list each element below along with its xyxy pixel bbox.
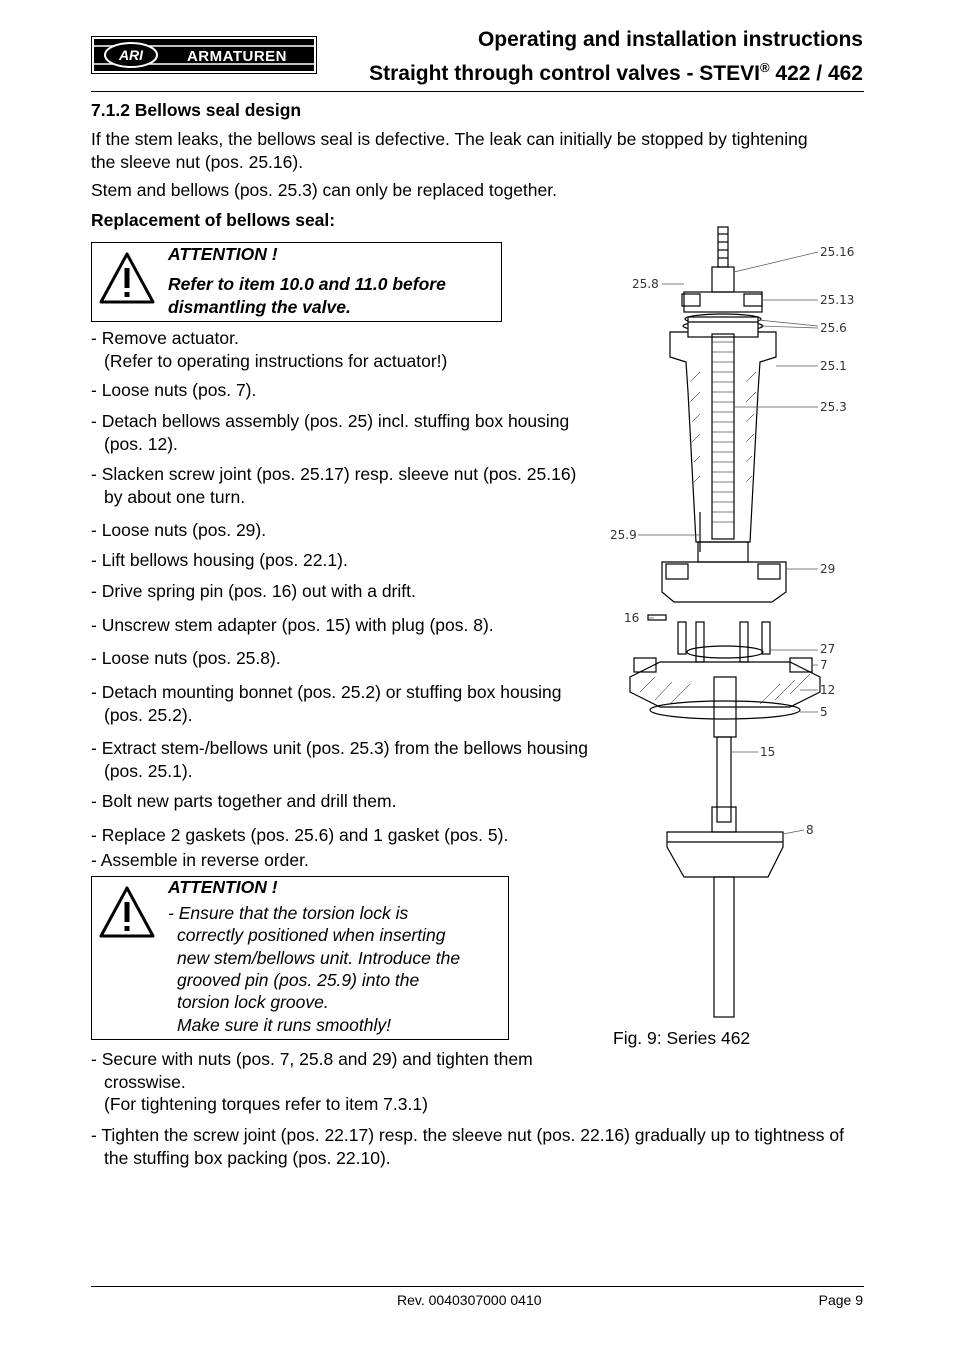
attention-2-title: ATTENTION ! [168, 877, 278, 897]
step-loose-nuts-25-8: - Loose nuts (pos. 25.8). [91, 648, 281, 668]
warning-triangle-icon [98, 885, 156, 939]
label-25-6: 25.6 [820, 321, 847, 335]
label-5: 5 [820, 705, 828, 719]
page-title-line2 [369, 53, 863, 88]
step-lift-housing: - Lift bellows housing (pos. 22.1). [91, 550, 348, 570]
attention-2-line-1: - Ensure that the torsion lock is [168, 903, 409, 923]
step-loose-nuts-7: - Loose nuts (pos. 7). [91, 380, 257, 400]
label-25-1: 25.1 [820, 359, 847, 373]
attention-1-text: Refer to item 10.0 and 11.0 before dismantling the valve. [168, 274, 446, 317]
warning-triangle-icon [98, 251, 156, 305]
attention-2-line-2: correctly positioned when inserting [177, 925, 446, 945]
attention-2-line-5: torsion lock groove. [177, 992, 329, 1012]
logo-graphic [91, 36, 317, 74]
logo-armaturen-text: ARMATUREN [186, 48, 288, 65]
step-1-note: (Refer to operating instructions for actuator!) [104, 350, 448, 371]
step-detach-bonnet: - Detach mounting bonnet (pos. 25.2) or stuffing box housing (pos. 25.2). [91, 682, 562, 725]
label-16: 16 [624, 611, 640, 625]
page-number: Page 9 [818, 1292, 863, 1308]
intro-paragraph: If the stem leaks, the bellows seal is defective. The leak can initially be stopped by tightening the sleeve nut (pos. 25.16). [91, 129, 808, 172]
step-assemble: - Assemble in reverse order. [91, 850, 309, 870]
label-8: 8 [806, 823, 814, 837]
section-heading: 7.1.2 Bellows seal design [91, 100, 302, 120]
label-15: 15 [760, 745, 776, 759]
valve-exploded-drawing [600, 222, 870, 1022]
stem-bellows-note: Stem and bellows (pos. 25.3) can only be replaced together. [91, 180, 557, 200]
ari-logo [91, 36, 317, 74]
attention-box-2 [91, 876, 509, 1040]
footer-divider [91, 1286, 864, 1287]
title-series: 422 / 462 [769, 62, 863, 85]
step-secure-nuts [91, 1048, 594, 1116]
attention-1-title: ATTENTION ! [168, 244, 278, 264]
attention-2-line-3: new stem/bellows unit. Introduce the [177, 948, 461, 968]
logo-ari-text: ARI [118, 47, 144, 63]
label-25-16: 25.16 [820, 245, 855, 259]
step-drive-pin: - Drive spring pin (pos. 16) out with a drift. [91, 581, 416, 601]
step-1-text: - Remove actuator. [91, 328, 239, 348]
figure-caption: Fig. 9: Series 462 [613, 1028, 751, 1048]
label-25-9: 25.9 [610, 528, 637, 542]
step-bolt-parts: - Bolt new parts together and drill them. [91, 791, 397, 811]
step-replace-gaskets: - Replace 2 gaskets (pos. 25.6) and 1 gasket (pos. 5). [91, 825, 509, 845]
label-27: 27 [820, 642, 836, 656]
step-extract-unit: - Extract stem-/bellows unit (pos. 25.3) from the bellows housing (pos. 25.1). [91, 738, 589, 781]
step-loose-nuts-29: - Loose nuts (pos. 29). [91, 520, 267, 540]
step-slacken-screw: - Slacken screw joint (pos. 25.17) resp. sleeve nut (pos. 25.16) by about one turn. [91, 464, 577, 507]
header-divider [91, 91, 864, 92]
step-remove-actuator [91, 327, 594, 372]
attention-2-line-6: Make sure it runs smoothly! [177, 1015, 391, 1035]
label-7: 7 [820, 658, 828, 672]
revision-number: Rev. 0040307000 0410 [397, 1292, 542, 1308]
step-detach-bellows: - Detach bellows assembly (pos. 25) incl. stuffing box housing (pos. 12). [91, 411, 570, 454]
page-title-line1: Operating and installation instructions [477, 28, 863, 51]
registered-mark: ® [759, 60, 770, 75]
label-25-13: 25.13 [820, 293, 855, 307]
label-29: 29 [820, 562, 836, 576]
replacement-subheading: Replacement of bellows seal: [91, 210, 336, 230]
label-25-3: 25.3 [820, 400, 847, 414]
label-12: 12 [820, 683, 836, 697]
step-unscrew-adapter: - Unscrew stem adapter (pos. 15) with plug (pos. 8). [91, 615, 494, 635]
step-secure-text: - Secure with nuts (pos. 7, 25.8 and 29) and tighten them crosswise. [91, 1049, 533, 1092]
step-secure-note: (For tightening torques refer to item 7.3.1) [104, 1094, 428, 1114]
label-25-8: 25.8 [632, 277, 659, 291]
step-tighten-screw: - Tighten the screw joint (pos. 22.17) resp. the sleeve nut (pos. 22.16) gradually up to tightness of the stuffing box packing (pos. 22.10). [91, 1125, 844, 1168]
title-product: Straight through control valves - STEVI [369, 62, 760, 85]
attention-2-line-4: grooved pin (pos. 25.9) into the [177, 970, 420, 990]
valve-drawing [600, 222, 870, 1022]
attention-box-1 [91, 242, 502, 322]
